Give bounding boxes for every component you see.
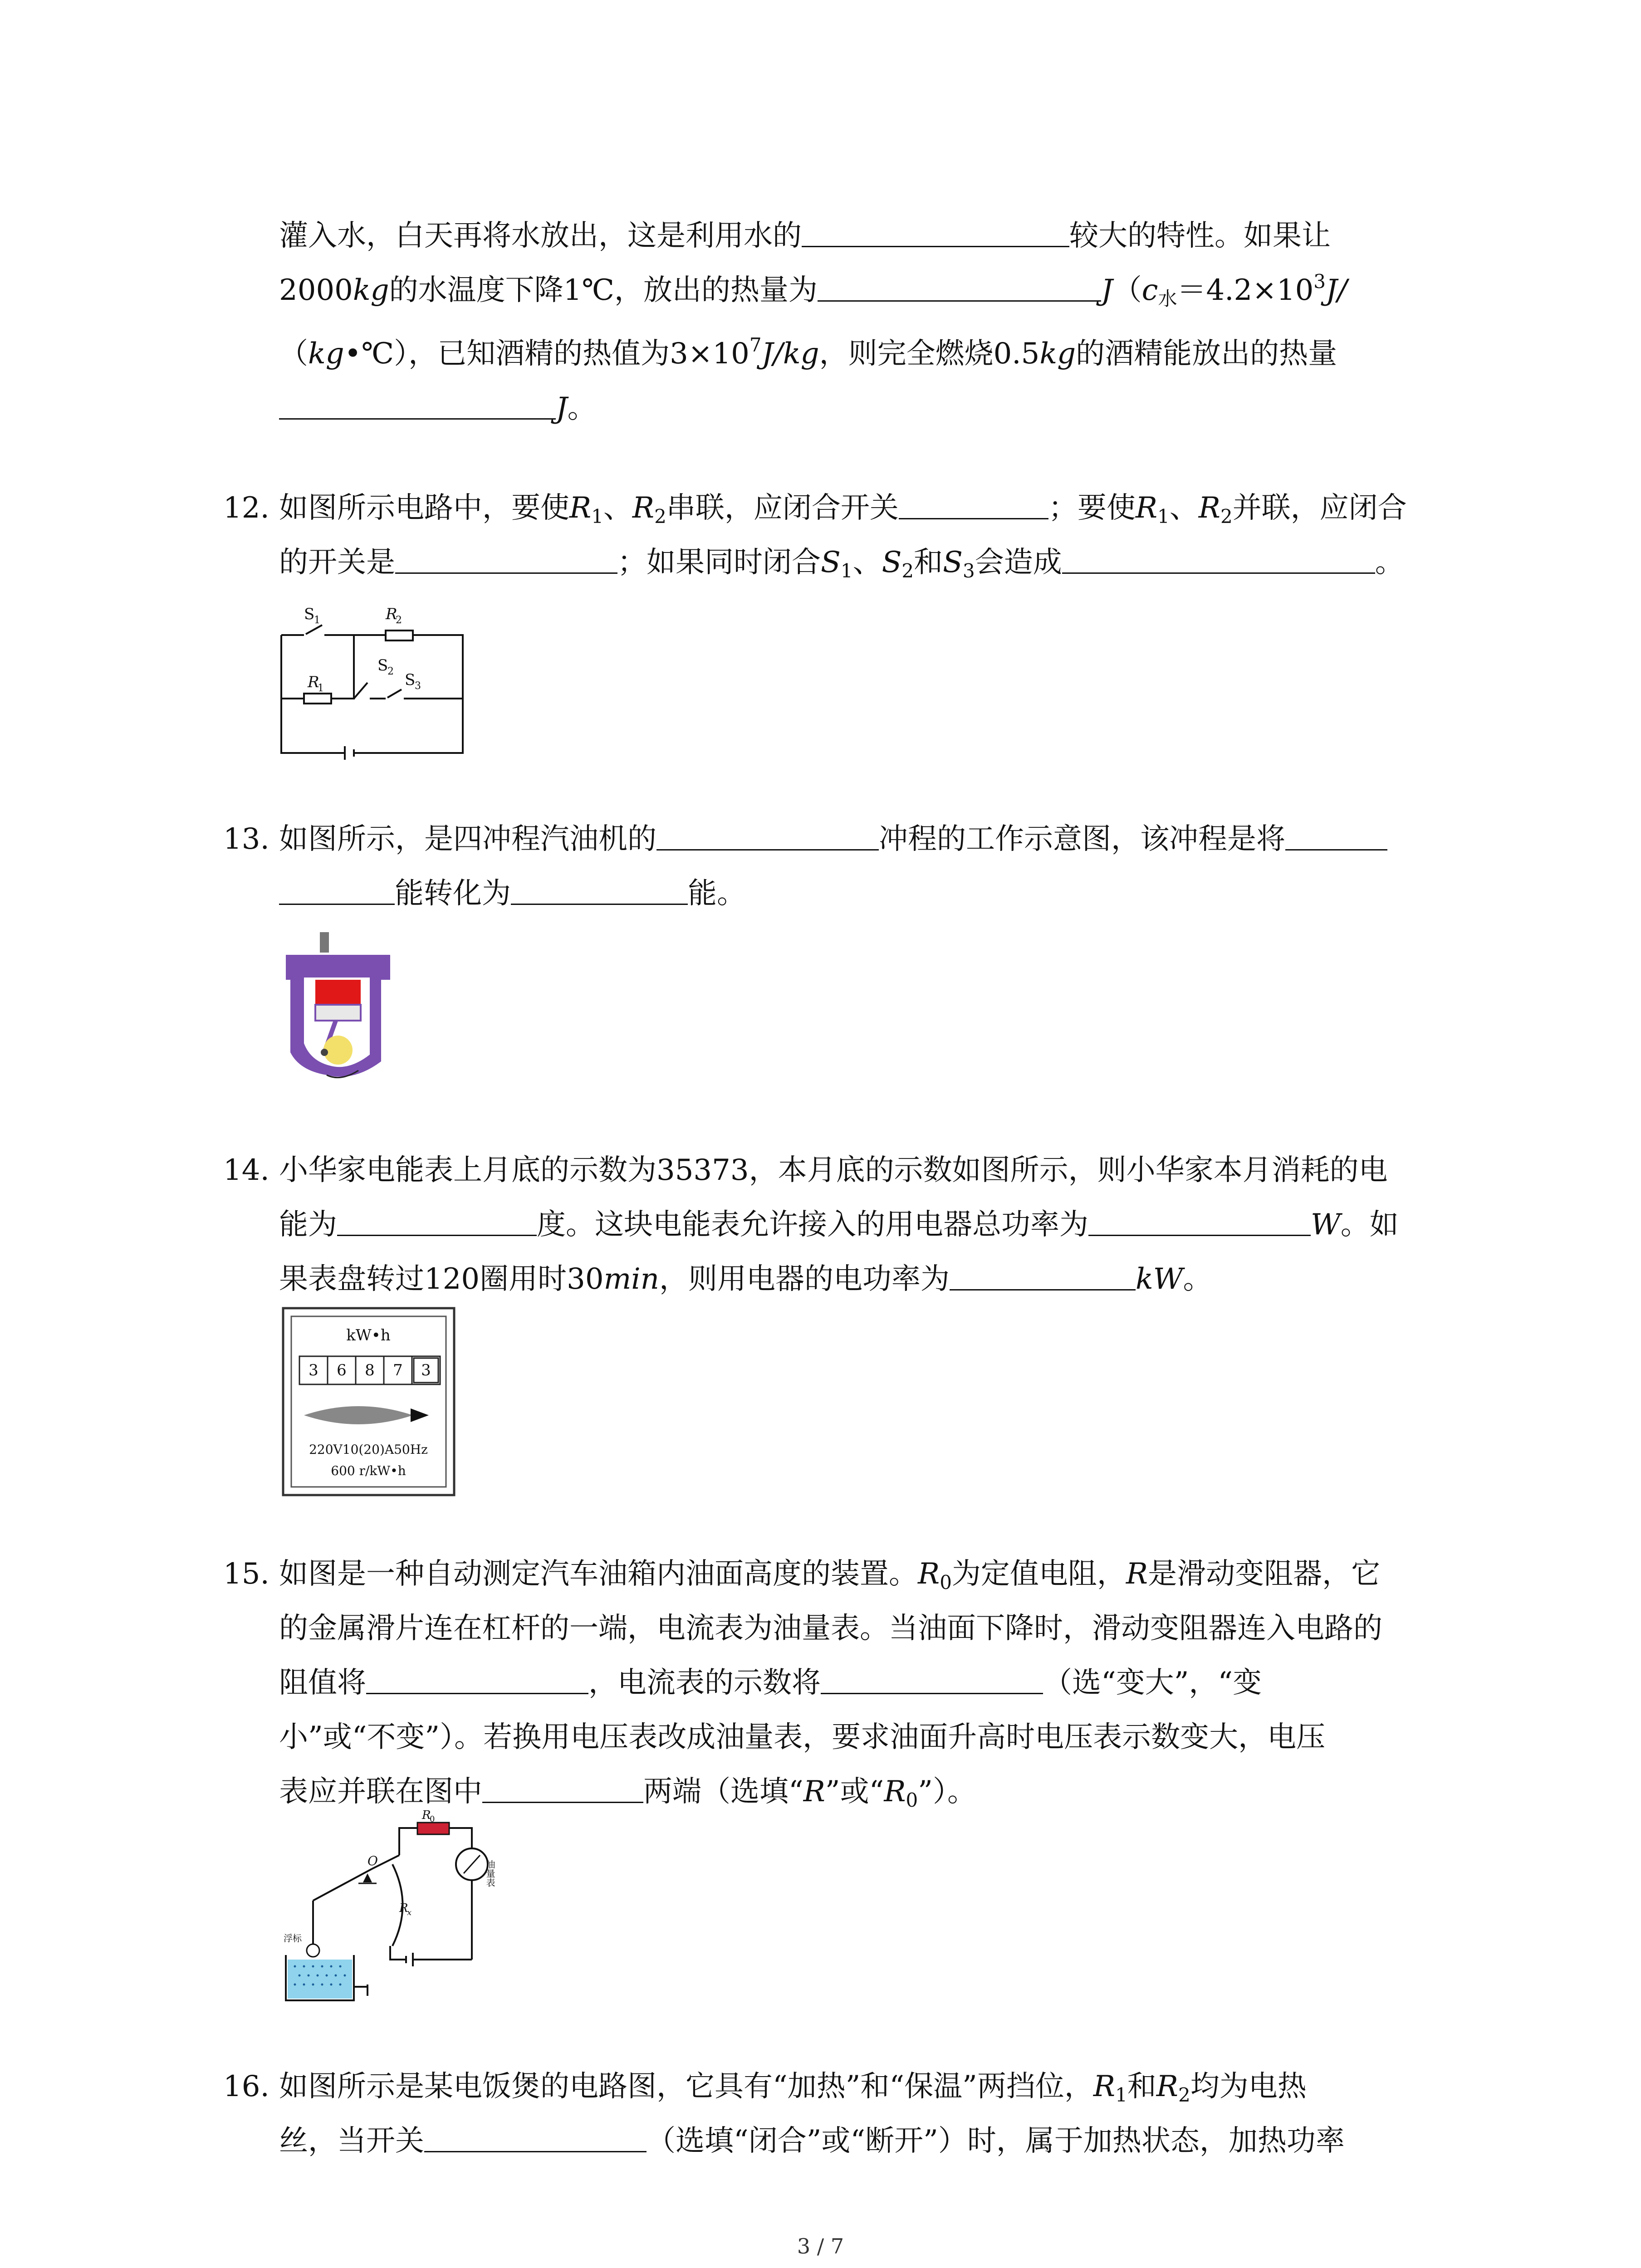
q15-line-4: 小”或“不变”）。若换用电压表改成油量表，要求油面升高时电压表示数变大，电压 [279,1721,1326,1754]
electricity-meter-q14 [281,1306,456,1497]
label-float: 浮标 [284,1933,302,1944]
q12-line-1: 如图所示电路中，要使$R_1$、$R_2$串联，应闭合开关 ；要使$R_1$、$R_2$并联，应闭合 [279,491,1407,528]
label-s3: S [405,671,416,689]
answer-blank[interactable] [950,1262,1136,1290]
meter-digit: 6 [337,1361,347,1379]
engine-diagram-q13 [272,925,408,1084]
question-number: 13. [223,822,269,856]
q15-line-1: 如图是一种自动测定汽车油箱内油面高度的装置。$R_0$为定值电阻，R是滑动变阻器，它 [279,1557,1381,1593]
label-rx: R [399,1901,408,1915]
label-s2: S [377,656,388,675]
label-rx-sub: x [407,1908,412,1917]
q16-line-2: 丝，当开关 （选填“闭合”或“断开”）时，属于加热状态，加热功率 [279,2124,1345,2158]
answer-blank[interactable] [818,273,1101,302]
answer-blank[interactable] [1285,822,1387,850]
label-s1: S [304,605,315,623]
answer-blank[interactable] [1062,545,1375,574]
answer-blank[interactable] [511,876,688,905]
label-r1-sub: 1 [318,683,324,694]
question-number: 14. [223,1154,269,1187]
answer-blank[interactable] [899,491,1048,519]
circuit-diagram-q12 [272,599,472,762]
label-r0: R [422,1810,431,1822]
meter-unit: kW•h [346,1326,391,1344]
q13-line-2: 能转化为 能。 [279,873,746,914]
q14-line-2: 能为 度。这块电能表允许接入的用电器总功率为 W。如 [279,1208,1399,1242]
q16-line-1: 如图所示是某电饭煲的电路图，它具有“加热”和“保温”两挡位，$R_1$和$R_2$均为电热 [279,2070,1307,2106]
q14-line-1: 小华家电能表上月底的示数为35373，本月底的示数如图所示，则小华家本月消耗的电 [279,1154,1388,1187]
label-s1-sub: 1 [314,615,320,626]
answer-blank[interactable] [424,2124,647,2152]
q15-line-3: 阻值将 ，电流表的示数将 （选“变大”，“变 [279,1666,1262,1700]
q11-line-2: 2000kg的水温度下降1℃，放出的热量为 $J(c_水=4.2\times 10^3J/$ [279,270,1347,310]
q13-line-1: 如图所示，是四冲程汽油机的 冲程的工作示意图，该冲程是将 [279,818,1387,860]
fuel-gauge-diagram-q15 [277,1810,513,2009]
label-s3-sub: 3 [415,680,421,692]
q15-line-2: 的金属滑片连在杠杆的一端，电流表为油量表。当油面下降时，滑动变阻器连入电路的 [279,1612,1382,1645]
answer-blank[interactable] [821,1666,1043,1694]
q12-line-2: 的开关是 ；如果同时闭合$S_1$、$S_2$和$S_3$会造成 。 [279,546,1404,582]
label-fuel-meter: 油量表 [485,1860,495,1887]
question-number: 16. [223,2070,269,2103]
question-number: 15. [223,1557,269,1591]
answer-blank[interactable] [1088,1207,1311,1236]
meter-digit: 3 [421,1361,431,1379]
answer-blank[interactable] [395,545,617,574]
meter-digit: 3 [309,1361,318,1379]
q15-line-5: 表应并联在图中 两端（选填“R”或“$R_0$”）。 [279,1775,976,1811]
q11-line-3: （kg•℃），已知酒精的热值为$3\times 10^7J/kg$，则完全燃烧0.5kg的酒精能放出的热量 [279,334,1337,371]
answer-blank[interactable] [279,876,395,905]
q11-line-4: J。 [279,387,597,429]
label-r2: R [386,605,397,623]
meter-rating: 220V10(20)A50Hz [309,1442,428,1457]
label-r2-sub: 2 [396,615,402,626]
question-number: 12. [223,491,269,525]
meter-digit: 8 [365,1361,375,1379]
answer-blank[interactable] [656,822,879,850]
page-number: 3 / 7 [797,2234,844,2258]
meter-digit: 7 [393,1361,403,1379]
label-o: O [367,1853,378,1868]
answer-blank[interactable] [279,391,556,420]
meter-revolutions: 600 r/kW•h [331,1463,406,1478]
label-r1: R [308,673,319,691]
label-r0-sub: 0 [430,1814,435,1824]
answer-blank[interactable] [802,219,1069,247]
q14-line-3: 果表盘转过120圈用时30min，则用电器的电功率为 kW。 [279,1262,1212,1296]
answer-blank[interactable] [337,1207,537,1236]
answer-blank[interactable] [482,1774,643,1803]
answer-blank[interactable] [366,1666,588,1694]
label-s2-sub: 2 [387,666,394,677]
q11-line-1: 灌入水，白天再将水放出，这是利用水的 较大的特性。如果让 [279,219,1331,253]
